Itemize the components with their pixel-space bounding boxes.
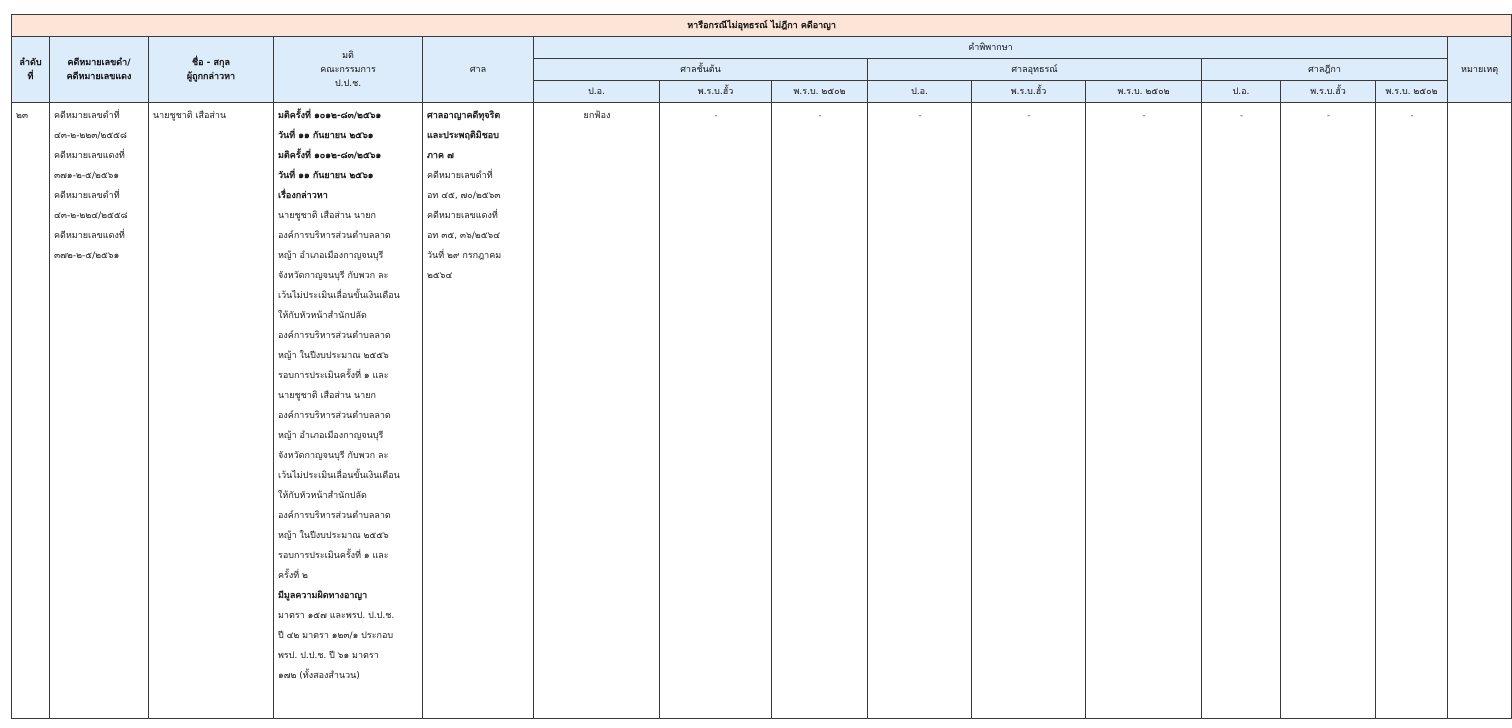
court-line: ศาลอาญาคดีทุจริต [427,111,501,121]
cell-first-pr-hua: - [660,103,772,719]
header-appeal-pr-2502: พ.ร.บ. ๒๕๐๒ [1086,81,1202,103]
cell-accused-name: นายชูชาติ เสือส่าน [149,103,274,719]
court-line: วันที่ ๒๙ กรกฎาคม [427,251,502,261]
header-first-pr-2502: พ.ร.บ. ๒๕๐๒ [772,81,868,103]
header-first-court: ศาลชั้นต้น [534,59,868,81]
resolution-line: วันที่ ๑๑ กันยายน ๒๕๖๑ [278,131,374,141]
header-accused-name: ชื่อ - สกุล ผู้ถูกกล่าวหา [149,37,274,103]
case-line: ๔๓-๒-๒๒๓/๒๕๕๘ [54,131,127,141]
resolution-line: วันที่ ๑๑ กันยายน ๒๕๖๑ [278,171,374,181]
resolution-line: รอบการประเมินครั้งที่ ๑ และ [278,551,389,561]
header-court: ศาล [423,37,534,103]
header-appeal-court: ศาลอุทธรณ์ [868,59,1202,81]
header-first-pr-hua: พ.ร.บ.ฮั้ว [660,81,772,103]
header-judgment: คำพิพากษา [534,37,1448,59]
court-line: ภาค ๗ [427,151,454,161]
resolution-line: มติครั้งที่ ๑๐๑๒-๘๓/๒๕๖๑ [278,111,382,121]
case-line: คดีหมายเลขดำที่ [54,111,120,121]
resolution-line: องค์การบริหารส่วนตำบลลาด [278,511,391,521]
header-supreme-court: ศาลฎีกา [1202,59,1448,81]
court-line: คดีหมายเลขแดงที่ [427,211,498,221]
resolution-line: มาตรา ๑๕๗ และพรป. ป.ป.ช. [278,611,395,621]
court-line: ๒๕๖๔ [427,271,453,281]
header-first-po: ป.อ. [534,81,660,103]
case-line: คดีหมายเลขแดงที่ [54,151,125,161]
case-line: ๓๗๒-๒-๕/๒๕๖๑ [54,251,120,261]
resolution-line: นายชูชาติ เสือส่าน นายก [278,391,376,401]
cell-supreme-pr-2502: - [1376,103,1448,719]
table-title: หารือกรณีไม่อุทธรณ์ ไม่ฎีกา คดีอาญา [12,15,1512,37]
court-line: อท ๔๕, ๗๐/๒๕๖๓ [427,191,501,201]
resolution-line: ให้กับหัวหน้าสำนักปลัด [278,311,367,321]
header-remarks: หมายเหตุ [1448,37,1512,103]
resolution-line: องค์การบริหารส่วนตำบลลาด [278,231,391,241]
cell-case-numbers [50,103,149,719]
resolution-line: นายชูชาติ เสือส่าน นายก [278,211,376,221]
cell-appeal-po: - [868,103,972,719]
judgment-table-sheet [11,14,1499,728]
judgment-table [11,14,1512,719]
case-line: คดีหมายเลขแดงที่ [54,231,125,241]
cell-resolution [274,103,423,719]
resolution-line: หญ้า อำเภอเมืองกาญจนบุรี [278,431,384,441]
cell-appeal-pr-2502: - [1086,103,1202,719]
case-line: คดีหมายเลขดำที่ [54,191,120,201]
resolution-line: องค์การบริหารส่วนตำบลลาด [278,331,391,341]
resolution-line: มีมูลความผิดทางอาญา [278,591,368,601]
resolution-line: ครั้งที่ ๒ [278,571,308,581]
cell-remarks [1448,103,1512,719]
resolution-line: มติครั้งที่ ๑๐๑๒-๘๓/๒๕๖๑ [278,151,382,161]
cell-appeal-pr-hua: - [972,103,1086,719]
header-supreme-pr-hua: พ.ร.บ.ฮั้ว [1281,81,1376,103]
resolution-line: จังหวัดกาญจนบุรี กับพวก ละ [278,271,389,281]
header-appeal-po: ป.อ. [868,81,972,103]
resolution-line: เว้นไม่ประเมินเลื่อนขั้นเงินเดือน [278,291,400,301]
cell-supreme-pr-hua: - [1281,103,1376,719]
resolution-line: เรื่องกล่าวหา [278,191,328,201]
case-line: ๔๓-๒-๒๒๔/๒๕๕๘ [54,211,128,221]
resolution-line: รอบการประเมินครั้งที่ ๑ และ [278,371,389,381]
resolution-line: ๑๗๒ (ทั้งสองสำนวน) [278,671,360,681]
resolution-line: ให้กับหัวหน้าสำนักปลัด [278,491,367,501]
table-row [12,103,1512,719]
cell-court [423,103,534,719]
resolution-line: ปี ๔๒ มาตรา ๑๒๓/๑ ประกอบ [278,631,394,641]
resolution-line: หญ้า ในปีงบประมาณ ๒๕๕๖ [278,531,389,541]
resolution-line: จังหวัดกาญจนบุรี กับพวก ละ [278,451,389,461]
cell-seq: ๒๓ [12,103,50,719]
court-line: และประพฤติมิชอบ [427,131,499,141]
header-seq: ลำดับ ที่ [12,37,50,103]
resolution-line: พรป. ป.ป.ช. ปี ๖๑ มาตรา [278,651,379,661]
cell-supreme-po: - [1202,103,1281,719]
resolution-line: หญ้า ในปีงบประมาณ ๒๕๕๖ [278,351,389,361]
resolution-line: เว้นไม่ประเมินเลื่อนขั้นเงินเดือน [278,471,400,481]
header-supreme-po: ป.อ. [1202,81,1281,103]
header-case-number: คดีหมายเลขดำ/ คดีหมายเลขแดง [50,37,149,103]
resolution-line: องค์การบริหารส่วนตำบลลาด [278,411,391,421]
case-line: ๓๗๑-๒-๕/๒๕๖๑ [54,171,120,181]
cell-first-po: ยกฟ้อง [534,103,660,719]
court-line: คดีหมายเลขดำที่ [427,171,493,181]
resolution-line: หญ้า อำเภอเมืองกาญจนบุรี [278,251,384,261]
cell-first-pr-2502: - [772,103,868,719]
court-line: อท ๓๕, ๓๖/๒๕๖๔ [427,231,501,241]
header-supreme-pr-2502: พ.ร.บ. ๒๕๐๒ [1376,81,1448,103]
header-resolution: มติ คณะกรรมการ ป.ป.ช. [274,37,423,103]
header-appeal-pr-hua: พ.ร.บ.ฮั้ว [972,81,1086,103]
